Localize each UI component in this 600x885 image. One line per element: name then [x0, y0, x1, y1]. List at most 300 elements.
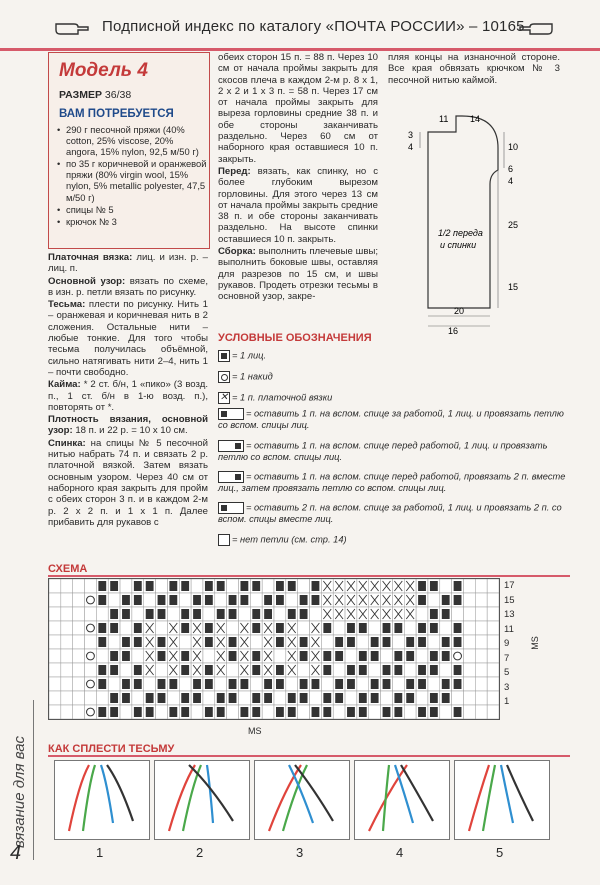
- chart-cell: [310, 691, 322, 705]
- chart-cell: [475, 593, 487, 607]
- paragraph-heading: Кайма:: [48, 379, 81, 391]
- chart-cell: [463, 593, 475, 607]
- chart-knit-mark: [276, 707, 284, 717]
- chart-knit-mark: [300, 679, 308, 689]
- paragraph-heading: Платочная вязка:: [48, 252, 133, 263]
- model-title: Модель 4: [59, 60, 148, 81]
- chart-cell: [73, 593, 85, 607]
- chart-cell: [310, 607, 322, 621]
- row-number: 11: [504, 623, 514, 635]
- paragraph-heading: Тесьма:: [48, 299, 86, 311]
- chart-knit-mark: [406, 637, 414, 647]
- chart-cell: [298, 663, 310, 677]
- chart-cell: [49, 649, 61, 663]
- materials-list: [57, 124, 207, 228]
- braid-step-number: 5: [496, 845, 504, 860]
- chart-cell: [132, 691, 144, 705]
- chart-cell: [487, 691, 499, 705]
- chart-cell: [298, 579, 310, 593]
- chart-cell: [132, 607, 144, 621]
- knit-stitch-symbol: [218, 350, 230, 362]
- dim-label: 14: [470, 114, 481, 124]
- chart-cell: [416, 691, 428, 705]
- chart-knit-mark: [252, 693, 260, 703]
- paragraph-text: вязать, как спинку, но с более глубоким вырезом горловины. Для этого через 13 см от начала проймы закрыть средние 38 п. и обе стороны заканчивать раздельно. На высоте спинки оставшиеся 10 п. закрыть.: [218, 165, 378, 245]
- chart-cell: [428, 635, 440, 649]
- chart-cell: [487, 635, 499, 649]
- chart-knit-mark: [418, 679, 426, 689]
- chart-knit-mark: [383, 623, 391, 633]
- chart-knit-mark: [323, 623, 331, 633]
- chart-knit-mark: [312, 679, 320, 689]
- chart-knit-mark: [98, 637, 106, 647]
- page-header: [0, 0, 600, 51]
- chart-knit-mark: [110, 693, 118, 703]
- yarn-over-symbol: [218, 371, 230, 383]
- chart-knit-mark: [394, 623, 402, 633]
- chart-cell: [49, 607, 61, 621]
- dim-label: 20: [454, 306, 465, 316]
- paragraph: [48, 252, 208, 275]
- materials-heading: ВАМ ПОТРЕБУЕТСЯ: [59, 108, 174, 120]
- row-number: 17: [504, 580, 515, 591]
- chart-knit-mark: [454, 707, 462, 717]
- page-number: 4: [10, 842, 22, 864]
- legend-item: [218, 502, 568, 526]
- chart-knit-mark: [288, 707, 296, 717]
- chart-knit-mark: [394, 693, 402, 703]
- chart-knit-mark: [229, 651, 237, 661]
- chart-knit-mark: [430, 623, 438, 633]
- chart-cell: [428, 593, 440, 607]
- legend-text: = 1 накид: [232, 371, 273, 382]
- chart-knit-mark: [383, 665, 391, 675]
- chart-knit-mark: [430, 609, 438, 619]
- chart-knit-mark: [134, 637, 142, 647]
- dim-label: 15: [508, 282, 519, 292]
- chart-cell: [274, 649, 286, 663]
- dim-label: 25: [508, 220, 519, 230]
- chart-knit-mark: [181, 707, 189, 717]
- chart-cell: [215, 677, 227, 691]
- chart-knit-mark: [158, 637, 166, 647]
- legend-item: [218, 534, 568, 546]
- chart-knit-mark: [276, 637, 284, 647]
- chart-knit-mark: [181, 693, 189, 703]
- chart-knit-mark: [347, 679, 355, 689]
- chart-knit-mark: [217, 707, 225, 717]
- dim-label: 4: [508, 176, 514, 186]
- chart-cell: [227, 663, 239, 677]
- chart-knit-mark: [134, 707, 142, 717]
- chart-knit-mark: [264, 595, 272, 605]
- chart-cell: [73, 677, 85, 691]
- chart-cell: [108, 635, 120, 649]
- chart-cell: [321, 677, 333, 691]
- row-number: 1: [504, 696, 510, 707]
- chart-knit-mark: [347, 707, 355, 717]
- braid-title: КАК СПЛЕСТИ ТЕСЬМУ: [48, 743, 175, 755]
- braid-divider: [48, 755, 570, 757]
- chart-cell: [475, 579, 487, 593]
- chart-cell: [203, 649, 215, 663]
- chart-cell: [120, 663, 132, 677]
- chart-knit-mark: [454, 623, 462, 633]
- dim-label: 6: [508, 164, 514, 174]
- dim-label: 4: [408, 142, 414, 152]
- chart-knit-mark: [383, 679, 391, 689]
- chart-knit-mark: [98, 595, 106, 605]
- chart-cell: [487, 663, 499, 677]
- chart-knit-mark: [98, 679, 106, 689]
- chart-knit-mark: [134, 665, 142, 675]
- chart-knit-mark: [252, 651, 260, 661]
- chart-knit-mark: [110, 609, 118, 619]
- chart-knit-mark: [359, 665, 367, 675]
- chart-knit-mark: [312, 707, 320, 717]
- chart-knit-mark: [252, 581, 260, 591]
- chart-knit-mark: [229, 637, 237, 647]
- chart-cell: [475, 621, 487, 635]
- chart-cell: [463, 677, 475, 691]
- chart-knit-mark: [205, 665, 213, 675]
- chart-cell: [85, 691, 97, 705]
- paragraph-heading: Перед:: [218, 165, 251, 177]
- paragraph-heading: Сборка:: [218, 246, 256, 258]
- scheme-title: СХЕМА: [48, 563, 88, 575]
- legend-item: [218, 350, 568, 362]
- chart-knit-mark: [193, 679, 201, 689]
- chart-cell: [49, 593, 61, 607]
- chart-knit-mark: [122, 637, 130, 647]
- chart-knit-mark: [347, 623, 355, 633]
- material-item: • спицы № 5: [57, 204, 207, 215]
- chart-knit-mark: [300, 651, 308, 661]
- chart-knit-mark: [98, 581, 106, 591]
- chart-knit-mark: [134, 581, 142, 591]
- chart-knit-mark: [406, 651, 414, 661]
- chart-knit-mark: [406, 679, 414, 689]
- chart-knit-mark: [442, 651, 450, 661]
- chart-cell: [463, 649, 475, 663]
- chart-cell: [274, 691, 286, 705]
- chart-cell: [250, 593, 262, 607]
- chart-cell: [463, 607, 475, 621]
- chart-cell: [381, 649, 393, 663]
- chart-cell: [96, 691, 108, 705]
- chart-knit-mark: [300, 637, 308, 647]
- chart-knit-mark: [205, 637, 213, 647]
- chart-cell: [156, 579, 168, 593]
- chart-cell: [179, 677, 191, 691]
- cross-decrease-symbol: [218, 471, 244, 483]
- chart-knit-mark: [158, 609, 166, 619]
- chart-cell: [191, 705, 203, 719]
- chart-knit-mark: [240, 707, 248, 717]
- garter-stitch-symbol: ✕: [219, 392, 229, 403]
- chart-knit-mark: [181, 665, 189, 675]
- chart-knit-mark: [122, 679, 130, 689]
- chart-knit-mark: [181, 651, 189, 661]
- chart-knit-mark: [418, 623, 426, 633]
- chart-knit-mark: [323, 665, 331, 675]
- chart-knit-mark: [288, 581, 296, 591]
- chart-knit-mark: [169, 707, 177, 717]
- chart-knit-mark: [110, 651, 118, 661]
- chart-knit-mark: [240, 595, 248, 605]
- chart-cell: [345, 649, 357, 663]
- chart-knit-mark: [229, 679, 237, 689]
- braid-step-box: [454, 760, 550, 840]
- legend-title: УСЛОВНЫЕ ОБОЗНАЧЕНИЯ: [218, 332, 372, 344]
- chart-cell: [274, 607, 286, 621]
- chart-cell: [49, 663, 61, 677]
- chart-knit-mark: [454, 595, 462, 605]
- chart-cell: [286, 593, 298, 607]
- chart-knit-mark: [418, 637, 426, 647]
- chart-cell: [262, 579, 274, 593]
- chart-knit-mark: [110, 665, 118, 675]
- chart-knit-mark: [181, 609, 189, 619]
- material-item: • крючок № 3: [57, 216, 207, 227]
- chart-cell: [463, 621, 475, 635]
- chart-knit-mark: [229, 693, 237, 703]
- chart-cell: [61, 593, 73, 607]
- chart-cell: [404, 663, 416, 677]
- chart-cell: [132, 649, 144, 663]
- paragraph: [48, 299, 208, 378]
- chart-knit-mark: [418, 665, 426, 675]
- chart-knit-mark: [193, 609, 201, 619]
- chart-cell: [238, 607, 250, 621]
- chart-cell: [203, 607, 215, 621]
- chart-cell: [475, 607, 487, 621]
- chart-cell: [463, 705, 475, 719]
- chart-cell: [73, 635, 85, 649]
- instructions-column-2: [218, 52, 378, 303]
- chart-cell: [61, 677, 73, 691]
- braid-step-box: [354, 760, 450, 840]
- chart-knit-mark: [347, 637, 355, 647]
- chart-cell: [475, 677, 487, 691]
- chart-knit-mark: [134, 679, 142, 689]
- chart-knit-mark: [276, 595, 284, 605]
- diagram-label: и спинки: [440, 240, 477, 250]
- chart-cell: [85, 663, 97, 677]
- chart-knit-mark: [300, 609, 308, 619]
- chart-cell: [250, 635, 262, 649]
- chart-knit-mark: [335, 637, 343, 647]
- chart-knit-mark: [418, 707, 426, 717]
- knitting-chart: [48, 578, 500, 720]
- pointing-hand-icon: [54, 18, 90, 38]
- chart-knit-mark: [110, 581, 118, 591]
- chart-knit-mark: [454, 581, 462, 591]
- chart-cell: [215, 593, 227, 607]
- chart-cell: [167, 607, 179, 621]
- row-number: 3: [504, 681, 510, 693]
- chart-cell: [61, 607, 73, 621]
- chart-cell: [73, 705, 85, 719]
- dim-label: 3: [408, 130, 414, 140]
- instructions-column-3: пляя концы на изнаночной стороне. Все края обвязать крючком № 3 песочной нитью каймой.: [388, 52, 560, 86]
- chart-cell: [73, 607, 85, 621]
- chart-cell: [487, 579, 499, 593]
- paragraph: [48, 276, 208, 299]
- chart-knit-mark: [158, 693, 166, 703]
- chart-cell: [475, 705, 487, 719]
- chart-cell: [49, 635, 61, 649]
- chart-knit-mark: [252, 707, 260, 717]
- chart-knit-mark: [181, 581, 189, 591]
- paragraph: [48, 379, 208, 413]
- chart-knit-mark: [134, 595, 142, 605]
- braid-strand: [383, 765, 389, 831]
- chart-cell: [475, 663, 487, 677]
- page-header-title: Подписной индекс по каталогу «ПОЧТА РОССИИ» – 10165: [102, 18, 525, 35]
- chart-knit-mark: [383, 707, 391, 717]
- braid-strand: [395, 765, 413, 823]
- chart-knit-mark: [98, 623, 106, 633]
- chart-knit-mark: [252, 623, 260, 633]
- chart-cell: [298, 705, 310, 719]
- chart-knit-mark: [335, 679, 343, 689]
- chart-cell: [381, 691, 393, 705]
- chart-cell: [85, 635, 97, 649]
- chart-knit-mark: [359, 651, 367, 661]
- chart-cell: [452, 607, 464, 621]
- chart-cell: [49, 677, 61, 691]
- legend-item: [218, 440, 568, 464]
- chart-knit-mark: [122, 609, 130, 619]
- chart-knit-mark: [122, 693, 130, 703]
- legend-text: = оставить 1 п. на вспом. спице за работой, 1 лиц. и провязать петлю со вспом. спицы лиц.: [218, 408, 564, 430]
- legend-item: [218, 392, 568, 404]
- chart-knit-mark: [205, 623, 213, 633]
- chart-cell: [73, 649, 85, 663]
- chart-knit-mark: [371, 651, 379, 661]
- legend-item: [218, 408, 568, 432]
- chart-cell: [61, 635, 73, 649]
- chart-cell: [61, 705, 73, 719]
- chart-cell: [156, 621, 168, 635]
- chart-cell: [463, 691, 475, 705]
- size-label: [59, 89, 131, 101]
- chart-cell: [392, 635, 404, 649]
- chart-cell: [49, 621, 61, 635]
- chart-knit-mark: [454, 679, 462, 689]
- chart-knit-mark: [181, 623, 189, 633]
- chart-knit-mark: [193, 595, 201, 605]
- chart-knit-mark: [110, 707, 118, 717]
- chart-knit-mark: [122, 651, 130, 661]
- chart-knit-mark: [217, 609, 225, 619]
- paragraph: [218, 52, 378, 165]
- chart-knit-mark: [300, 693, 308, 703]
- chart-knit-mark: [430, 707, 438, 717]
- instructions-column-1: [48, 252, 208, 528]
- chart-knit-mark: [418, 581, 426, 591]
- chart-knit-mark: [110, 623, 118, 633]
- chart-knit-mark: [288, 693, 296, 703]
- cross-left-symbol: [218, 440, 244, 452]
- chart-cell: [96, 607, 108, 621]
- chart-cell: [452, 691, 464, 705]
- pointing-hand-icon: [518, 18, 554, 38]
- chart-cell: [333, 621, 345, 635]
- paragraph-heading: Основной узор:: [48, 275, 126, 287]
- chart-cell: [179, 635, 191, 649]
- chart-knit-mark: [359, 623, 367, 633]
- chart-cell: [321, 635, 333, 649]
- chart-knit-mark: [442, 679, 450, 689]
- chart-cell: [487, 677, 499, 691]
- chart-knit-mark: [146, 581, 154, 591]
- chart-knit-mark: [442, 693, 450, 703]
- legend-text: = 1 п. платочной вязки: [232, 392, 333, 403]
- row-number: 7: [504, 652, 510, 664]
- chart-cell: [227, 621, 239, 635]
- chart-cell: [357, 635, 369, 649]
- chart-knit-mark: [252, 609, 260, 619]
- chart-cell: [120, 579, 132, 593]
- chart-cell: [428, 677, 440, 691]
- chart-knit-mark: [146, 693, 154, 703]
- chart-knit-mark: [454, 665, 462, 675]
- chart-knit-mark: [300, 595, 308, 605]
- chart-cell: [404, 705, 416, 719]
- chart-knit-mark: [134, 623, 142, 633]
- chart-cell: [416, 607, 428, 621]
- chart-knit-mark: [430, 651, 438, 661]
- chart-cell: [49, 691, 61, 705]
- chart-knit-mark: [312, 581, 320, 591]
- braid-step-box: [54, 760, 150, 840]
- chart-cell: [167, 691, 179, 705]
- chart-cell: [96, 649, 108, 663]
- chart-knit-mark: [276, 623, 284, 633]
- chart-cell: [61, 621, 73, 635]
- braid-strand: [401, 765, 433, 821]
- chart-cell: [440, 621, 452, 635]
- braid-step-box: [254, 760, 350, 840]
- chart-knit-mark: [394, 707, 402, 717]
- chart-knit-mark: [323, 693, 331, 703]
- material-item: • по 35 г коричневой и оранжевой пряжи (80% virgin wool, 15% nylon, 5% metallic polyester, 47,5 м/50 г): [57, 158, 207, 202]
- chart-cell: [203, 691, 215, 705]
- chart-knit-mark: [252, 665, 260, 675]
- chart-cell: [369, 663, 381, 677]
- paragraph: [218, 166, 378, 245]
- chart-cell: [369, 621, 381, 635]
- chart-cell: [440, 663, 452, 677]
- paragraph: [48, 414, 208, 437]
- garment-pattern-diagram: [398, 108, 578, 336]
- chart-cell: [156, 663, 168, 677]
- paragraph-text: вязать по схеме, в изн. р. петли вязать по рисунку.: [48, 275, 208, 298]
- chart-cell: [49, 705, 61, 719]
- chart-cell: [475, 635, 487, 649]
- chart-knit-mark: [205, 581, 213, 591]
- size-value: 36/38: [104, 89, 132, 101]
- braid-step-number: 1: [96, 845, 104, 860]
- paragraph-heading: Спинка:: [48, 437, 86, 449]
- legend-text: = нет петли (см. стр. 14): [232, 534, 347, 545]
- chart-cell: [369, 705, 381, 719]
- paragraph: [48, 438, 208, 528]
- chart-cell: [61, 579, 73, 593]
- chart-cell: [85, 579, 97, 593]
